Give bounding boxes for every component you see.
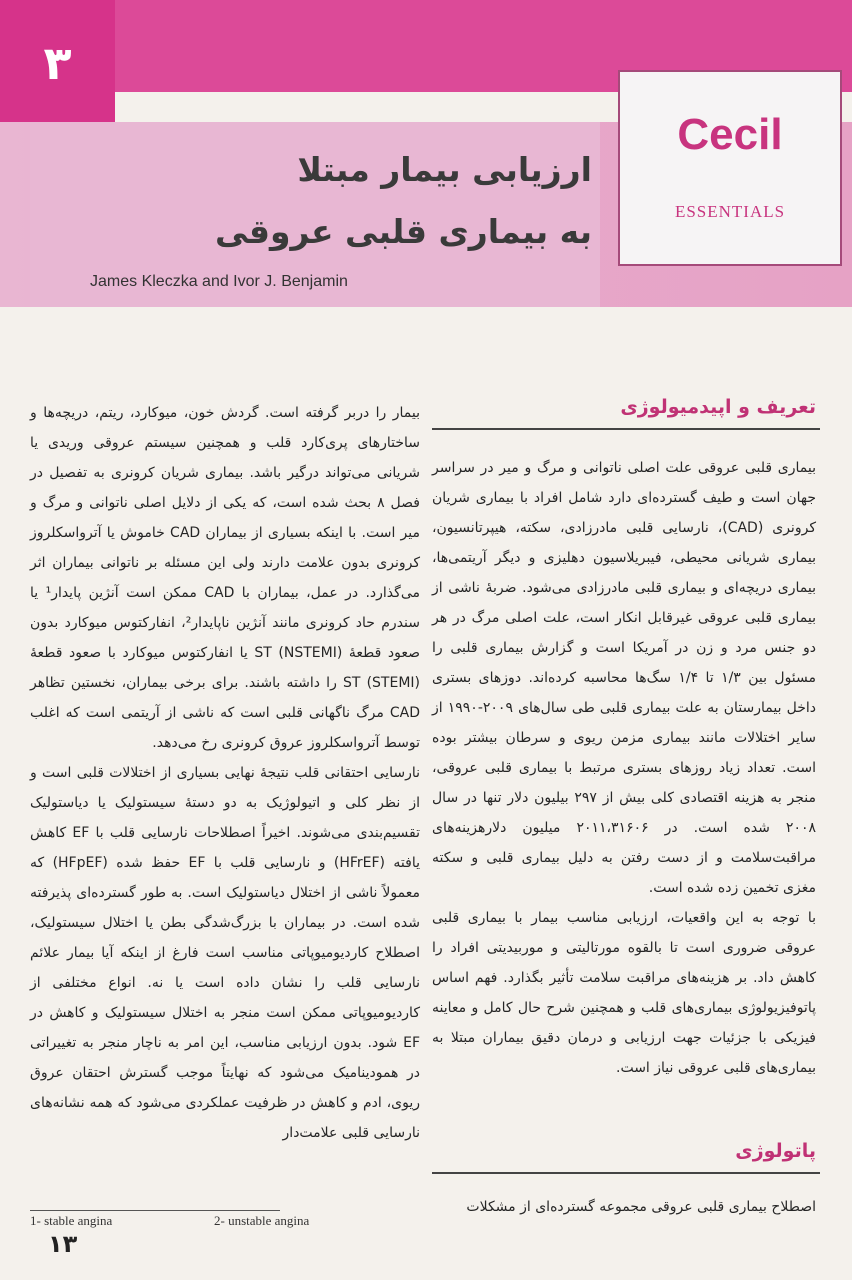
footnote-1: 1- stable angina: [30, 1213, 113, 1228]
left-paragraph-1: بیمار را دربر گرفته است. گردش خون، میوکارد، ریتم، دریچه‌ها و ساختارهای پری‌کارد قلب و همچنین سیستم عروقی وریدی یا شریانی می‌تواند درگیر باشد. بیماری شریان کرونری به تفصیل در فصل ۸ بحث شده است، که یکی از دلایل اصلی ناتوانی و مرگ و میر است. با اینکه بسیاری از بیماران CAD خاموش یا آترواسکلروز کرونری بدون علامت دارند ولی این مسئله بر ناتوانی بیماران اثر می‌گذارد. در عمل، بیماران با CAD ممکن است آنژین پایدار¹ یا سندرم حاد کرونری مانند آنژین ناپایدار²، انفارکتوس میوکارد بدون صعود قطعهٔ ST (NSTEMI) یا انفارکتوس میوکارد با صعود قطعهٔ ST (STEMI) را داشته باشند. برای برخی بیماران، نخستین تظاهر CAD مرگ ناگهانی قلبی است که ناشی از آریتمی است که اغلب توسط آترواسکلروز عروق کرونری رخ می‌دهد.: [30, 405, 421, 751]
pathology-text-block: [432, 1192, 816, 1222]
pathology-paragraph: اصطلاح بیماری قلبی عروقی مجموعه گسترده‌ای از مشکلات: [466, 1199, 816, 1215]
section-rule: [432, 428, 820, 430]
logo-main-text: Cecil: [677, 110, 783, 159]
chapter-title-line-2: به بیماری قلبی عروقی: [214, 212, 592, 251]
definition-paragraph-2: با توجه به این واقعیات، ارزیابی مناسب بیمار با بیماری قلبی عروقی ضروری است تا بالقوه مورتالیتی و موربیدیتی افراد را کاهش داد. بر هزینه‌های مراقبت سلامت تأثیر بگذارد. فهم اساس پاتوفیزیولوژی بیماری‌های قلب و همچنین شرح حال کامل و معاینه فیزیکی با جزئیات جهت ارزیابی و درمان دقیق بیماران مبتلا به بیماری‌های قلبی عروقی نیاز است.: [432, 910, 816, 1076]
chapter-title-line-1: ارزیابی بیمار مبتلا: [297, 150, 592, 189]
left-column-text: [30, 398, 420, 1148]
footnote-rule: [30, 1210, 280, 1211]
section-rule: [432, 1172, 820, 1174]
chapter-number-box: [0, 0, 115, 122]
definition-paragraph-1: بیماری قلبی عروقی علت اصلی ناتوانی و مرگ و میر در سراسر جهان است و طیف گسترده‌ای دارد شامل افراد با بیماری شریان کرونری (CAD)، نارسایی قلبی مادرزادی، سکته، هیپرتانسیون، بیماری شریانی محیطی، فیبریلاسیون دهلیزی و دیگر آریتمی‌ها، بیماری دریچه‌ای و بیماری قلبی مادرزادی می‌شود. ضربهٔ ناشی از بیماری قلبی عروقی غیرقابل انکار است، علت اصلی مرگ در هر دو جنس مرد و زن در آمریکا است و گزارش بیماری قلبی را مسئول بین ۱/۳ تا ۱/۴ سگ‌ها محاسبه کرده‌اند. دوزهای بستری داخل بیمارستان به علت بیماری قلبی طی سال‌های ۲۰۰۹-۱۹۹۰ از سایر اختلالات مانند بیماری مزمن ریوی و سرطان بیشتر بوده است. تعداد زیاد روزهای بستری مرتبط با بیماری قلبی عروقی، منجر به هزینه اقتصادی کلی بیش از ۲۹۷ بیلیون دلار تنها در سال ۲۰۰۸ شده است. در ۲۰۱۱،۳۱۶۰۶ میلیون دلارهزینه‌های مراقبت‌سلامت و از دست رفتن به دلیل بیماری قلبی و سکته مغزی تخمین زده شده است.: [432, 460, 817, 896]
footnote-2: 2- unstable angina: [214, 1213, 310, 1228]
section-heading-definition: تعریف و اپیدمیولوژی: [620, 396, 816, 418]
left-paragraph-2: نارسایی احتقانی قلب نتیجهٔ نهایی بسیاری از اختلالات قلبی است و از نظر کلی و اتیولوژیک به دو دستهٔ سیستولیک یا دیاستولیک تقسیم‌بندی می‌شوند. اخیراً اصطلاحات نارسایی قلب با EF کاهش یافته (HFrEF) و نارسایی قلب با EF حفظ شده (HFpEF) که معمولاً ناشی از اختلال دیاستولیک است. به طور گسترده‌ای پذیرفته شده است. در بیماران با بزرگ‌شدگی بطن یا اختلال سیستولیک، اصطلاح کاردیومیوپاتی مناسب است فارغ از اینکه آیا بیمار علائم نارسایی قلب را نشان داده است یا نه. انواع مختلفی از کاردیومیوپاتی ممکن است منجر به اختلال سیستولیک و کاهش در EF شود. بدون ارزیابی مناسب، این امر به ناچار منجر به تغییراتی در همودینامیک می‌شود که نهایتاً موجب گسترش احتقان عروق ریوی، ادم و کاهش در ظرفیت عملکردی می‌شود که همه نشانه‌های نارسایی قلبی علامت‌دار: [30, 765, 421, 1141]
section-heading-pathology: پاتولوژی: [735, 1140, 816, 1162]
cecil-essentials-logo: [618, 70, 842, 266]
chapter-authors: James Kleczka and Ivor J. Benjamin: [90, 273, 348, 290]
right-column-text: [432, 453, 816, 1083]
chapter-number: ۳: [43, 36, 72, 90]
page-number: ۱۳: [48, 1230, 78, 1258]
logo-sub-text: ESSENTIALS: [674, 202, 786, 221]
